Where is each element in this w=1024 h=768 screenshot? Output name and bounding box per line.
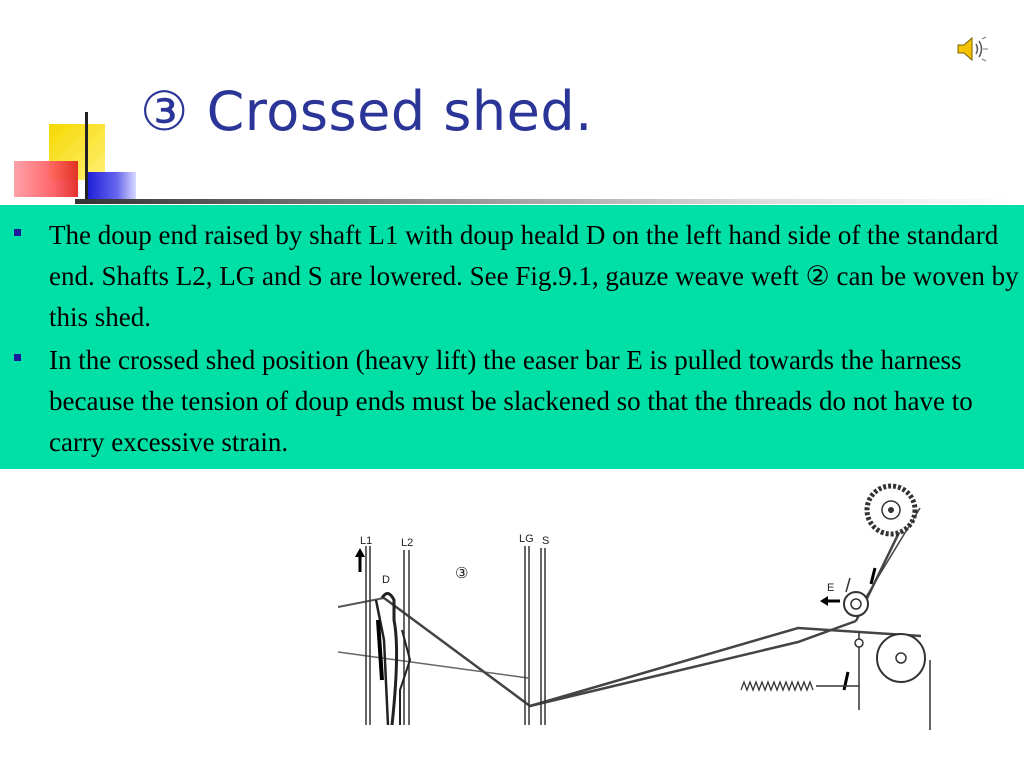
label-d: D [382,574,390,586]
bullet-textbox [0,205,1024,469]
back-roller-hub [888,507,894,513]
bullet-text: In the crossed shed position (heavy lift) the easer bar E is pulled towards the harness because the tension of doup ends must be slackened so that the threads do not have to carry excessive strain. [49,345,973,457]
doup-end-thread [384,598,856,706]
bullet-item [0,340,1024,463]
easer-bar-e-hub [851,599,861,609]
label-e: E [827,582,835,594]
speaker-icon[interactable] [955,34,989,64]
decor-red-square [14,161,78,197]
arrow-up-l1-head [355,548,365,557]
bullet-square-icon [14,354,21,361]
crossed-shed-diagram [338,480,938,730]
label-shed-number: ③ [455,565,469,582]
bullet-text: The doup end raised by shaft L1 with doup heald D on the left hand side of the standard end. Shafts L2, LG and S are lowered. See Fig.9.1, gauze weave weft ② can be woven by this shed. [49,220,1019,332]
lower-roller-hub [896,653,906,663]
lower-lever [844,672,848,690]
tension-spring [741,682,813,690]
decor-blue-square [88,172,136,202]
bullet-square-icon [14,229,21,236]
label-l1: L1 [360,535,373,547]
bullet-item [0,215,1024,338]
lever-pivot [855,639,863,647]
label-l2: L2 [401,537,414,549]
easer-support [846,578,850,592]
label-s: S [542,535,550,547]
slide-title: ③ Crossed shed. [140,80,593,143]
label-lg: LG [519,533,534,545]
title-underline [75,199,1024,204]
arrow-left-e-head [820,596,828,606]
decor-vertical-line [85,112,88,204]
